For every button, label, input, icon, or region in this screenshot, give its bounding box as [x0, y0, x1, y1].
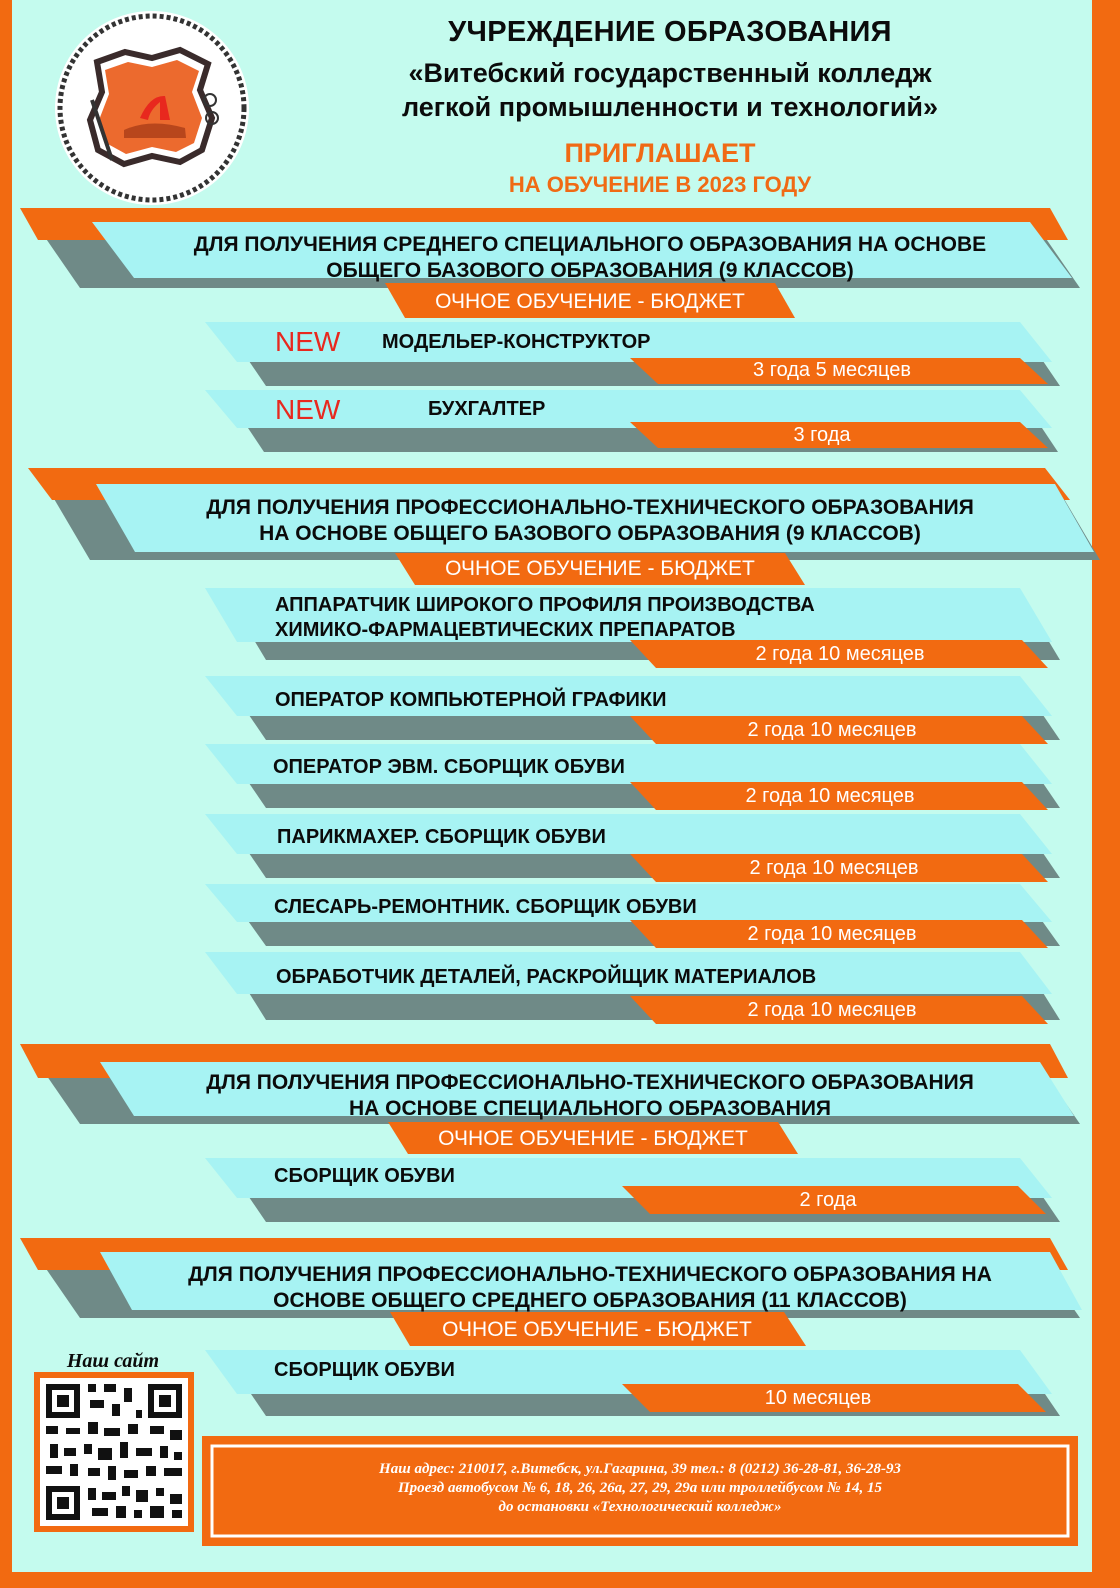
section-3-title [110, 1070, 1070, 1122]
program-duration: 2 года 10 месяцев [747, 999, 917, 1021]
college-name [300, 56, 1040, 124]
section-title-line: ОСНОВЕ ОБЩЕГО СРЕДНЕГО ОБРАЗОВАНИЯ (11 КЛАССОВ) [273, 1289, 907, 1312]
section-title-line: ОБЩЕГО БАЗОВОГО ОБРАЗОВАНИЯ (9 КЛАССОВ) [326, 259, 854, 282]
section-1-title [110, 232, 1070, 284]
institution-title: УЧРЕЖДЕНИЕ ОБРАЗОВАНИЯ [448, 16, 892, 48]
program-name: ОПЕРАТОР ЭВМ. СБОРЩИК ОБУВИ [273, 756, 625, 778]
section-4-mode: ОЧНОЕ ОБУЧЕНИЕ - БЮДЖЕТ [442, 1318, 752, 1341]
program-name-line: АППАРАТЧИК ШИРОКОГО ПРОФИЛЯ ПРОИЗВОДСТВА [275, 594, 815, 616]
address-line-1: Наш адрес: 210017, г.Витебск, ул.Гагарина, 39 тел.: 8 (0212) 36-28-81, 36-28-93 [379, 1461, 901, 1477]
program-duration: 3 года [793, 424, 851, 446]
section-2-title [110, 495, 1070, 547]
program-name [275, 593, 815, 643]
program-duration: 2 года 10 месяцев [749, 857, 919, 879]
program-duration: 2 года 10 месяцев [747, 923, 917, 945]
address-line-3: до остановки «Технологический колледж» [498, 1499, 782, 1515]
section-3-mode: ОЧНОЕ ОБУЧЕНИЕ - БЮДЖЕТ [438, 1127, 748, 1150]
program-name: СБОРЩИК ОБУВИ [274, 1359, 455, 1381]
address-line-2: Проезд автобусом № 6, 18, 26, 26а, 27, 29, 29а или троллейбусом № 14, 15 [397, 1480, 883, 1496]
program-name: МОДЕЛЬЕР-КОНСТРУКТОР [382, 331, 651, 353]
address-text [210, 1460, 1070, 1517]
college-logo-icon [55, 11, 249, 205]
program-duration: 2 года [799, 1189, 857, 1211]
new-badge: NEW [275, 326, 341, 357]
program-name: ОПЕРАТОР КОМПЬЮТЕРНОЙ ГРАФИКИ [275, 689, 667, 711]
program-duration: 10 месяцев [764, 1387, 872, 1409]
program-name: ОБРАБОТЧИК ДЕТАЛЕЙ, РАСКРОЙЩИК МАТЕРИАЛОВ [276, 966, 817, 988]
section-4-title [110, 1262, 1070, 1314]
section-title-line: ДЛЯ ПОЛУЧЕНИЯ ПРОФЕССИОНАЛЬНО-ТЕХНИЧЕСКОГО ОБРАЗОВАНИЯ [206, 496, 974, 519]
section-title-line: НА ОСНОВЕ СПЕЦИАЛЬНОГО ОБРАЗОВАНИЯ [348, 1097, 832, 1120]
college-name-line-1: «Витебский государственный колледж [408, 58, 932, 88]
section-title-line: НА ОСНОВЕ ОБЩЕГО БАЗОВОГО ОБРАЗОВАНИЯ (9 КЛАССОВ) [259, 522, 921, 545]
section-title-line: ДЛЯ ПОЛУЧЕНИЯ ПРОФЕССИОНАЛЬНО-ТЕХНИЧЕСКОГО ОБРАЗОВАНИЯ [206, 1071, 974, 1094]
program-duration: 2 года 10 месяцев [745, 785, 915, 807]
section-title-line: ДЛЯ ПОЛУЧЕНИЯ ПРОФЕССИОНАЛЬНО-ТЕХНИЧЕСКОГО ОБРАЗОВАНИЯ НА [188, 1263, 992, 1286]
program-duration: 2 года 10 месяцев [755, 643, 925, 665]
section-2-mode: ОЧНОЕ ОБУЧЕНИЕ - БЮДЖЕТ [445, 557, 755, 580]
program-name: ПАРИКМАХЕР. СБОРЩИК ОБУВИ [277, 826, 606, 848]
invites-subtitle: НА ОБУЧЕНИЕ В 2023 ГОДУ [508, 172, 812, 197]
program-name: БУХГАЛТЕР [428, 398, 546, 420]
section-title-line: ДЛЯ ПОЛУЧЕНИЯ СРЕДНЕГО СПЕЦИАЛЬНОГО ОБРАЗОВАНИЯ НА ОСНОВЕ [193, 233, 987, 256]
program-duration: 2 года 10 месяцев [747, 719, 917, 741]
program-name-line: ХИМИКО-ФАРМАЦЕВТИЧЕСКИХ ПРЕПАРАТОВ [275, 619, 736, 641]
program-name: СЛЕСАРЬ-РЕМОНТНИК. СБОРЩИК ОБУВИ [274, 896, 697, 918]
college-name-line-2: легкой промышленности и технологий» [401, 92, 939, 122]
new-badge: NEW [275, 394, 341, 425]
invites-title: ПРИГЛАШАЕТ [564, 138, 756, 168]
qr-code-icon [34, 1372, 194, 1532]
site-label: Наш сайт [66, 1350, 160, 1372]
program-duration: 3 года 5 месяцев [753, 359, 911, 381]
section-1-mode: ОЧНОЕ ОБУЧЕНИЕ - БЮДЖЕТ [435, 290, 745, 313]
program-name: СБОРЩИК ОБУВИ [274, 1165, 455, 1187]
